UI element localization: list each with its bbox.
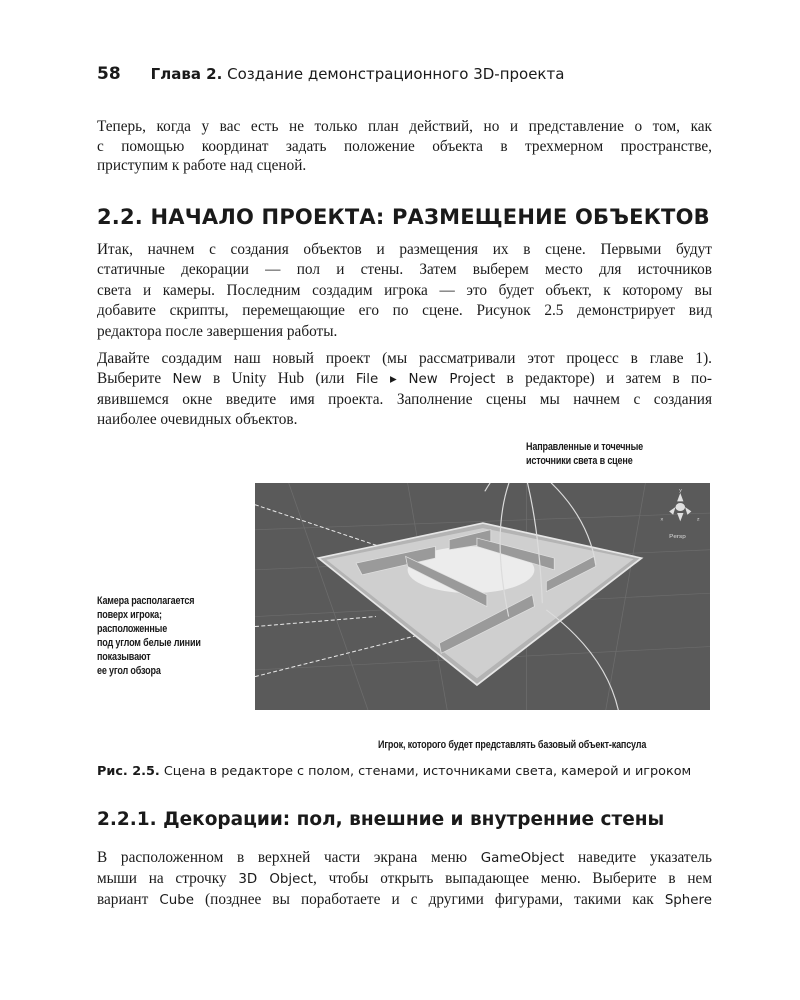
text-line bbox=[97, 260, 712, 280]
text-line bbox=[97, 869, 712, 890]
text-line bbox=[97, 117, 712, 137]
text-line bbox=[97, 848, 712, 869]
paragraph-intro bbox=[97, 117, 712, 176]
text-segment: Давайте создадим наш новый проект (мы рассматривали этот процесс в главе 1). bbox=[97, 350, 712, 367]
label-line: Камера располагается bbox=[97, 595, 195, 607]
text-line bbox=[97, 281, 712, 301]
text-segment: редактора после завершения работы. bbox=[97, 322, 338, 340]
figure-caption bbox=[97, 764, 691, 779]
text-line bbox=[97, 349, 712, 369]
text-segment: Теперь, когда у вас есть не только план действий, но и представление о том, как bbox=[97, 118, 712, 135]
text-segment: статичные декорации — пол и стены. Затем выберем место для источников bbox=[97, 261, 712, 279]
text-segment: вариант bbox=[97, 891, 160, 908]
text-segment: приступим к работе над сценой. bbox=[97, 157, 307, 175]
chapter-title: Создание демонстрационного 3D-проекта bbox=[227, 65, 565, 83]
ui-term: Sphere bbox=[664, 893, 712, 908]
text-segment: Итак, начнем с создания объектов и размещения их в сцене. Первыми будут bbox=[97, 241, 712, 258]
caption-number: Рис. 2.5. bbox=[97, 764, 160, 779]
figure-label-player: Игрок, которого будет представлять базовый объект-капсула bbox=[378, 739, 647, 751]
text-line bbox=[97, 390, 712, 410]
paragraph-start bbox=[97, 240, 712, 342]
label-line: поверх игрока; bbox=[97, 609, 162, 621]
caption-text: Сцена в редакторе с полом, стенами, источниками света, камерой и игроком bbox=[163, 764, 692, 779]
gizmo-y-label: y bbox=[679, 488, 682, 494]
label-line: источники света в сцене bbox=[526, 455, 633, 467]
chapter-label: Глава 2. bbox=[150, 65, 223, 83]
text-line bbox=[97, 301, 712, 321]
label-line: расположенные bbox=[97, 623, 168, 635]
gizmo-persp-label[interactable]: Persp bbox=[669, 534, 686, 540]
ui-term: 3D Object bbox=[238, 872, 313, 887]
text-line bbox=[97, 322, 712, 342]
text-segment: , чтобы открыть выпадающее меню. Выберите в нем bbox=[312, 870, 712, 887]
label-line: под углом белые линии bbox=[97, 637, 201, 649]
ui-term: New bbox=[172, 372, 202, 387]
text-line bbox=[97, 890, 712, 911]
gizmo-z-label: z bbox=[696, 516, 700, 523]
text-segment: в редакторе) и затем в по- bbox=[495, 370, 712, 387]
text-segment: явившемся окне введите имя проекта. Заполнение сцены мы начнем с создания bbox=[97, 391, 712, 408]
text-line bbox=[97, 156, 712, 176]
gizmo-x-label: x bbox=[660, 516, 664, 523]
unity-scene-screenshot bbox=[255, 483, 710, 710]
ui-term: Cube bbox=[159, 893, 194, 908]
ui-term: GameObject bbox=[480, 851, 565, 866]
text-segment: мыши на строчку bbox=[97, 870, 239, 887]
text-segment: с помощью координат задать положение объекта в трехмерном пространстве, bbox=[97, 137, 712, 155]
text-segment: В расположенном в верхней части экрана меню bbox=[97, 849, 481, 866]
running-header bbox=[97, 64, 564, 84]
text-segment: в Unity Hub (или bbox=[201, 370, 356, 387]
paragraph-decorations bbox=[97, 848, 712, 911]
text-line bbox=[97, 410, 712, 430]
text-line bbox=[97, 137, 712, 157]
figure-label-lights bbox=[526, 440, 643, 468]
text-line bbox=[97, 369, 712, 390]
text-segment: добавите скрипты, перемещающие его по сцене. Рисунок 2.5 демонстрирует вид bbox=[97, 302, 712, 320]
paragraph-new-project bbox=[97, 349, 712, 430]
label-line: ее угол обзора bbox=[97, 665, 161, 677]
label-line: Направленные и точечные bbox=[526, 441, 643, 453]
text-line bbox=[97, 240, 712, 260]
label-line: показывают bbox=[97, 651, 151, 663]
figure-label-camera bbox=[97, 594, 201, 678]
text-segment: наиболее очевидных объектов. bbox=[97, 411, 298, 428]
page-number: 58 bbox=[97, 64, 121, 84]
subsection-heading: 2.2.1. Декорации: пол, внешние и внутренние стены bbox=[97, 809, 665, 830]
ui-term: File ▸ New Project bbox=[355, 372, 496, 387]
section-heading: 2.2. НАЧАЛО ПРОЕКТА: РАЗМЕЩЕНИЕ ОБЪЕКТОВ bbox=[97, 205, 710, 229]
text-segment: света и камеры. Последним создадим игрока — это будет объект, к которому вы bbox=[97, 281, 712, 299]
text-segment: (позднее вы поработаете и с другими фигурами, такими как bbox=[193, 891, 665, 908]
text-segment: наведите указатель bbox=[564, 849, 712, 866]
text-segment: Выберите bbox=[97, 370, 173, 387]
